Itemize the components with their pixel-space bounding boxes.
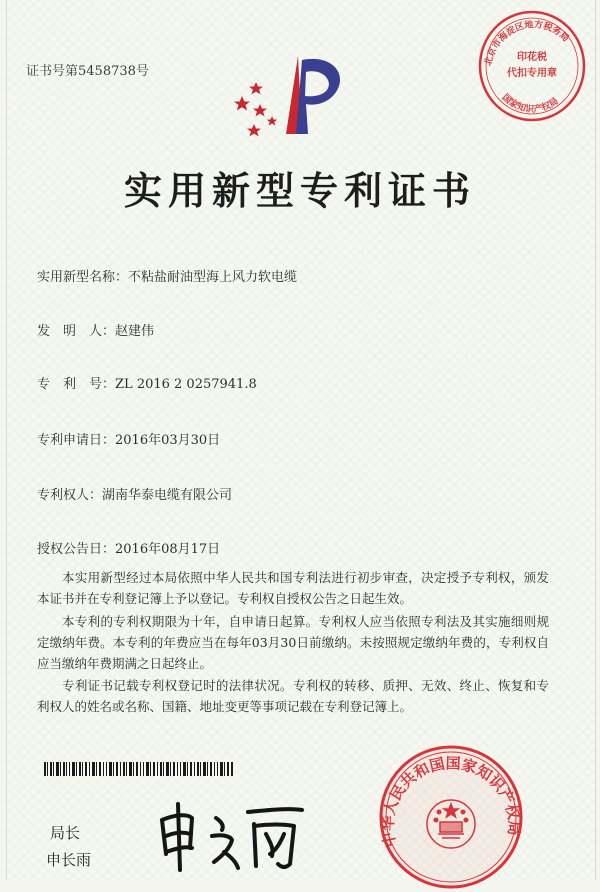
- seal-text: 中华人民共和国国家知识产权局: [378, 754, 524, 849]
- official-seal: [376, 742, 526, 892]
- filing-date-value: 2016年03月30日: [115, 433, 221, 448]
- filing-date-label: 专利申请日：: [37, 433, 116, 448]
- announce-date-value: 2016年08月17日: [115, 542, 221, 557]
- field-utility-name: [37, 266, 297, 285]
- utility-name-label: 实用新型名称：: [37, 270, 129, 285]
- field-announce-date: [37, 538, 220, 557]
- field-inventor: [37, 320, 154, 339]
- svg-text:国家知识产权局: [500, 91, 561, 115]
- body-paragraph-3: 专利证书记载专利权登记时的法律状况。专利权的转移、质押、无效、终止、恢复和专利权人的姓名或名称、国籍、地址变更等事项记载在专利登记簿上。: [37, 678, 549, 714]
- field-filing-date: [37, 429, 220, 448]
- patentee-value: 湖南华泰电缆有限公司: [102, 488, 233, 503]
- announce-date-label: 授权公告日：: [37, 542, 116, 557]
- body-paragraph-2: 本专利的专利权期限为十年，自申请日起算。专利权人应当依照专利法及其实施细则规定缴纳年费。本专利的年费应当在每年03月30日前缴纳。未按照规定缴纳年费的，专利权自应当缴纳年费期满之日起终止。: [37, 614, 549, 671]
- director-title: 局长: [50, 824, 81, 842]
- patentee-label: 专利权人：: [37, 488, 103, 503]
- field-patentee: [37, 484, 232, 503]
- patent-number-value: ZL 2016 2 0257941.8: [115, 377, 257, 392]
- field-patent-number: [37, 373, 257, 392]
- star-icon: [234, 82, 277, 136]
- tax-stamp-bottom-text: 国家知识产权局: [499, 92, 561, 116]
- patent-number-label: 专 利 号：: [37, 377, 116, 392]
- director-signature: [150, 796, 310, 876]
- tax-stamp: [472, 6, 590, 124]
- inventor-label: 发 明 人：: [37, 324, 116, 339]
- tax-stamp-line-1: 印花税: [517, 52, 547, 63]
- page-title: 实用新型专利证书: [123, 168, 476, 213]
- utility-name-value: 不粘盐耐油型海上风力软电缆: [128, 270, 298, 285]
- barcode: [44, 762, 234, 776]
- inventor-value: 赵建伟: [115, 324, 155, 339]
- patent-office-logo: [232, 52, 350, 144]
- tax-stamp-line-2: 代扣专用章: [507, 68, 557, 79]
- director-name: 申长雨: [46, 851, 92, 869]
- certificate-number: 证书号第5458738号: [26, 64, 149, 79]
- tax-stamp-outer-text: 北京市海淀区地方税务局: [483, 20, 571, 67]
- body-paragraph-1: 本实用新型经过本局依照中华人民共和国专利法进行初步审查，决定授予专利权，颁发本证书并在专利登记簿上予以登记。专利权自授权公告之日起生效。: [37, 570, 549, 606]
